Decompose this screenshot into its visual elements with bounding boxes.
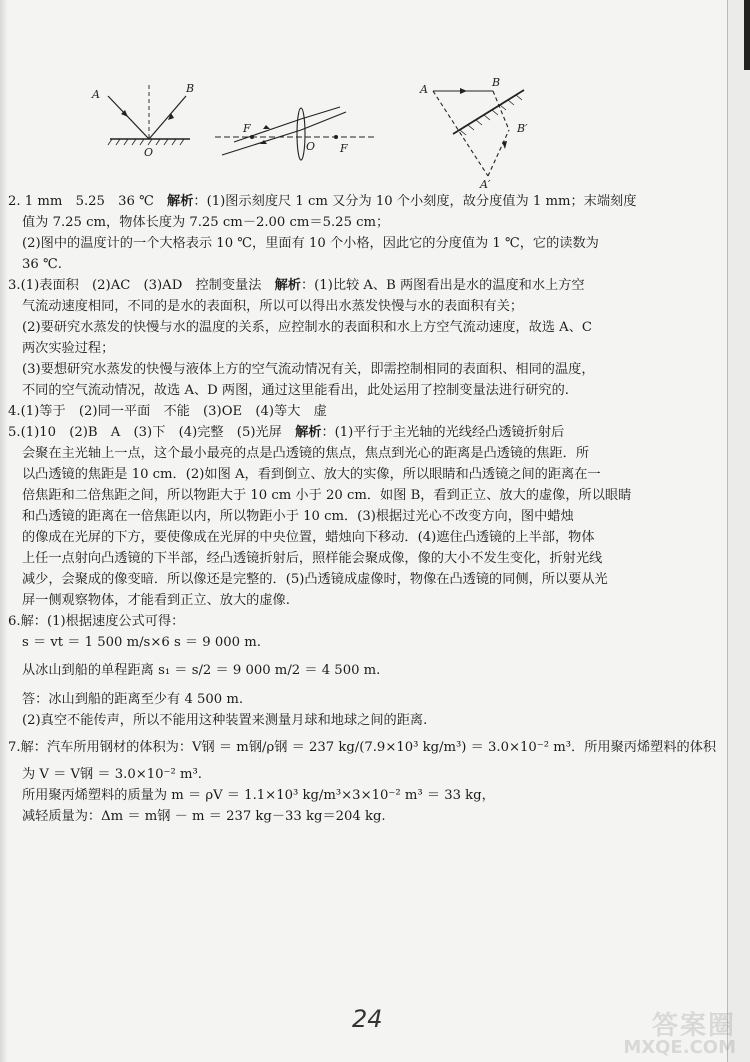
text-line: 以凸透镜的焦距是 10 cm．(2)如图 A，看到倒立、放大的实像，所以眼睛和凸透镜之间的距离在一 <box>22 467 601 482</box>
text-line: 不同的空气流动情况，故选 A、D 两图，通过这里能看出，此处运用了控制变量法进行研究的. <box>22 383 569 398</box>
page-right-tab <box>744 0 750 70</box>
fig1-label-o: O <box>144 146 154 159</box>
lens-diagram <box>215 107 375 160</box>
text-line: 5.(1)10 (2)B A (3)下 (4)完整 (5)光屏 解析：(1)平行于主光轴的光线经凸透镜折射后 <box>8 425 565 440</box>
watermark-text-top: 答案圈 <box>651 1011 736 1041</box>
fig3-label-a: A <box>420 83 428 96</box>
fig3-label-b2: B′ <box>517 122 528 135</box>
text-line: 两次实验过程； <box>22 341 115 356</box>
text-line: 6.解：(1)根据速度公式可得： <box>8 614 185 629</box>
text-line: 为 V ＝ V钢 ＝ 3.0×10⁻² m³. <box>22 767 202 782</box>
text-line: 4.(1)等于 (2)同一平面 不能 (3)OE (4)等大 虚 <box>8 404 327 419</box>
text-line: 和凸透镜的距离在一倍焦距以内，所以物距小于 10 cm．(3)根据过光心不改变方向，图中蜡烛 <box>22 509 574 524</box>
text-line: (2)真空不能传声，所以不能用这种装置来测量月球和地球之间的距离. <box>22 713 428 728</box>
text-line: 2. 1 mm 5.25 36 ℃ 解析：(1)图示刻度尺 1 cm 又分为 10 个小刻度，故分度值为 1 mm；末端刻度 <box>8 194 637 209</box>
text-line: 减少，会聚成的像变暗．所以像还是完整的．(5)凸透镜成虚像时，物像在凸透镜的同侧，所以要从光 <box>22 572 608 587</box>
text-line: s ＝ vt ＝ 1 500 m/s×6 s ＝ 9 000 m. <box>22 635 261 650</box>
optics-diagrams <box>0 70 750 200</box>
text-line: 从冰山到船的单程距离 s₁ ＝ s/2 ＝ 9 000 m/2 ＝ 4 500 m. <box>22 663 381 678</box>
text-line: 3.(1)表面积 (2)AC (3)AD 控制变量法 解析：(1)比较 A、B 两图看出是水的温度和水上方空 <box>8 278 585 293</box>
fig1-label-b: B <box>186 82 195 95</box>
fig2-label-o: O <box>306 140 316 153</box>
watermark-text-bottom: MXQE.COM <box>623 1037 736 1058</box>
reflection-diagram <box>108 85 190 145</box>
text-line: 36 ℃. <box>22 257 62 272</box>
watermark-logo <box>586 1005 736 1060</box>
mirror-image-diagram <box>433 88 524 176</box>
page-number: 24 <box>352 1005 383 1033</box>
text-line: 上任一点射向凸透镜的下半部，经凸透镜折射后，照样能会聚成像，像的大小不发生变化，折射光线 <box>22 551 603 566</box>
text-line: 屏一侧观察物体，才能看到正立、放大的虚像. <box>22 593 290 608</box>
text-line: 气流动速度相同，不同的是水的表面积，所以可以得出水蒸发快慢与水的表面积有关； <box>22 299 524 314</box>
fig3-label-a2: A′ <box>480 178 491 191</box>
text-line: 会聚在主光轴上一点，这个最小最亮的点是凸透镜的焦点，焦点到光心的距离是凸透镜的焦距．所 <box>22 446 590 461</box>
fig3-label-b: B <box>492 76 501 89</box>
fig2-label-f2: F <box>340 142 348 155</box>
text-line: 的像成在光屏的下方，要使像成在光屏的中央位置，蜡烛向下移动．(4)遮住凸透镜的上半部，物体 <box>22 530 595 545</box>
text-line: 减轻质量为：Δm ＝ m钢 － m ＝ 237 kg－33 kg＝204 kg. <box>22 809 386 824</box>
text-line: 7.解：汽车所用钢材的体积为：V钢 ＝ m钢/ρ钢 ＝ 237 kg/(7.9×10³ kg/m³) ＝ 3.0×10⁻² m³．所用聚丙烯塑料的体积 <box>8 740 717 755</box>
text-line: 值为 7.25 cm，物体长度为 7.25 cm－2.00 cm＝5.25 cm； <box>22 215 390 230</box>
text-line: 所用聚丙烯塑料的质量为 m ＝ ρV ＝ 1.1×10³ kg/m³×3×10⁻² m³ ＝ 33 kg， <box>22 788 495 803</box>
text-line: (3)要想研究水蒸发的快慢与液体上方的空气流动情况有关，即需控制相同的表面积、相同的温度， <box>22 362 595 377</box>
text-line: 答：冰山到船的距离至少有 4 500 m. <box>22 692 244 707</box>
text-line: (2)图中的温度计的一个大格表示 10 ℃，里面有 10 个小格，因此它的分度值为 1 ℃，它的读数为 <box>22 236 599 251</box>
fig1-label-a: A <box>92 88 100 101</box>
fig2-label-f1: F <box>243 122 251 135</box>
text-line: (2)要研究水蒸发的快慢与水的温度的关系，应控制水的表面积和水上方空气流动速度，故选 A、C <box>22 320 592 335</box>
text-line: 倍焦距和二倍焦距之间，所以物距大于 10 cm 小于 20 cm．如图 B，看到正立、放大的虚像，所以眼睛 <box>22 488 632 503</box>
